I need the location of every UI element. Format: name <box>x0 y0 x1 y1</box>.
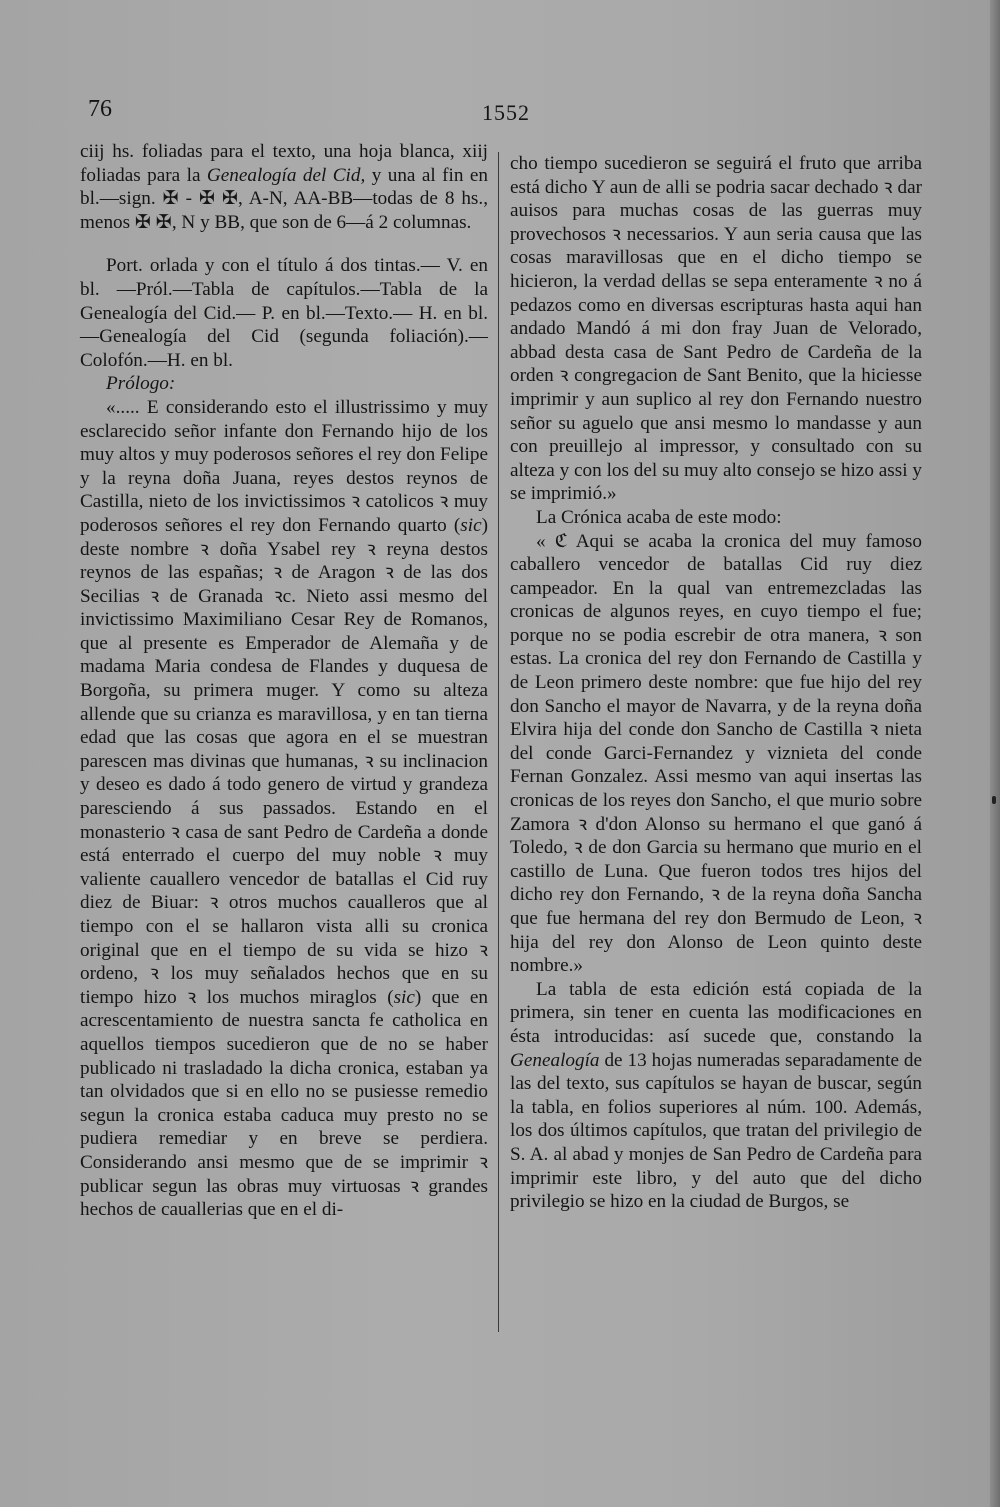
left-paragraph-2: Port. orlada y con el título á dos tintas.— V. en bl. —Pról.—Tabla de capítulos.—Tabla de la Genealogía del Cid.— P. en bl.—Texto.— H. en bl.—Genealogía del Cid (segunda foliación).— Colofón.—H. en bl. <box>80 255 488 371</box>
edge-ink-mark <box>992 796 996 804</box>
page-edge-shadow <box>990 0 1000 1507</box>
right-paragraph-2: La Crónica acaba de este modo: <box>536 506 782 528</box>
right-column <box>510 152 922 1214</box>
page-number-center: 1552 <box>482 100 530 125</box>
right-paragraph-4: La tabla de esta edición está copiada de la primera, sin tener en cuenta las modificaciones en ésta introducidas: así sucede que, constando la Genealogía de 13 hojas numeradas separadamente de las del texto, sus capítulos se hayan de buscar, según la tabla, en folios superiores al núm. 100. Además, los dos últimos capítulos, que tratan del privilegio de S. A. al abad y monjes de San Pedro de Cardeña para imprimir este libro, y del auto que del dicho privilegio se hizo en la ciudad de Burgos, se <box>510 978 923 1213</box>
left-column <box>80 140 488 1222</box>
prologo-label: Prólogo: <box>106 373 176 395</box>
right-paragraph-3: « ℭ Aqui se acaba la cronica del muy famoso caballero vencedor de batallas Cid ruy diez campeador. En la qual van entremezcladas las cronicas de algunos reyes, en cuyo tiempo el fue; porque no se podia escrebir de otra manera, ꝛ son estas. La cronica del rey don Fernando de Castilla y de Leon primero deste nombre: que fue hijo del rey don Sancho el mayor de Navarra, y de la reyna doña Elvira hija del conde don Sancho de Castilla ꝛ nieta del conde Garci-Fernandez y viznieta del conde Fernan Gonzalez. Assi mesmo van aqui insertas las cronicas de los reyes don Sancho, el que murio sobre Zamora ꝛ d'don Alonso su hermano el que ganó á Toledo, ꝛ de don Garcia su hermano que murio en el castillo de Luna. Que fueron todos tres hijos del dicho rey don Fernando, ꝛ de la reyna doña Sancha que fue hermana del rey don Bermudo de Leon, ꝛ hija del rey don Alonso de Leon quinto deste nombre.» <box>510 530 922 977</box>
genealogia-word: Genealogía <box>510 1049 600 1071</box>
right-paragraph-1: cho tiempo sucedieron se seguirá el fruto que arriba está dicho Y aun de alli se podria sacar dechado ꝛ dar auisos para muchas cosas de las guerras muy provechosos ꝛ necessarios. Y aun seria causa que las cosas maravillosas que en el dicho tiempo se hicieron, la verdad dellas se sepa enteramente ꝛ no á pedazos como en diversas escripturas hasta aqui han andado Mandó á mi don fray Juan de Velorado, abbad desta casa de Sant Pedro de Cardeña de la orden ꝛ congregacion de Sant Benito, que la hiciesse imprimir y aun suplico al rey don Fernando nuestro señor su aguelo que ansi mesmo lo mandasse y aun con preuillejo al impressor, y consultado con su alteza y con los del su muy alto consejo se hizo assi y se imprimió.» <box>510 153 922 505</box>
column-divider <box>498 152 499 1332</box>
left-paragraph-1: ciij hs. foliadas para el texto, una hoja blanca, xiij foliadas para la Genealogía del Cid, y una al fin en bl.—sign. ✠ - ✠ ✠, A-N, AA-BB—todas de 8 hs., menos ✠ ✠, N y BB, que son de 6—á 2 columnas. <box>80 141 489 233</box>
page-number-left: 76 <box>88 96 112 122</box>
left-paragraph-3: «..... E considerando esto el illustrissimo y muy esclarecido señor infante don Fernando hijo de los muy altos y muy poderosos señores el rey don Felipe y la reyna doña Juana, reyes destos reynos de Castilla, nieto de los invictissimos ꝛ catolicos ꝛ muy poderosos señores el rey don Fernando quarto (sic) deste nombre ꝛ doña Ysabel rey ꝛ reyna destos reynos de las españas; ꝛ de Aragon ꝛ de las dos Secilias ꝛ de Granada ꝛc. Nieto assi mesmo del invictissimo Maximiliano Cesar Rey de Romanos, que al presente es Emperador de Alemaña y de madama Maria condesa de Flandes y duquesa de Borgoña, su primera muger. Y como su alteza allende que su crianza es maravillosa, y en tan tierna edad que las cosas que agora en el se muestran parescen mas divinas que humanas, ꝛ su inclinacion y deseo es dado á todo genero de virtud y grandeza paresciendo á sus passados. Estando en el monasterio ꝛ casa de sant Pedro de Cardeña a donde está enterrado el cuerpo del muy noble ꝛ muy valiente cauallero vencedor de batallas el Cid ruy diez de Biuar: ꝛ otros muchos caualleros que al tiempo con el se hallaron vista alli su cronica original que en el tiempo de su vida se hizo ꝛ ordeno, ꝛ los muy señalados hechos que en su tiempo hizo ꝛ los muchos miraglos (sic) que en acrescentamiento de nuestra sancta fe catholica en aquellos tiempos sucedieron que de no se haber publicado ni trasladado la dicha cronica, estaban ya tan olvidados que si en ello no se pusiesse remedio segun la cronica estaba caduca muy presto no se pudiera remediar y en breve se perdiera. Considerando ansi mesmo que de se imprimir ꝛ publicar segun las obras muy virtuosas ꝛ grandes hechos de cauallerias que en el di- <box>80 396 488 1221</box>
genealogia-title: Genealogía del Cid, <box>206 164 366 186</box>
